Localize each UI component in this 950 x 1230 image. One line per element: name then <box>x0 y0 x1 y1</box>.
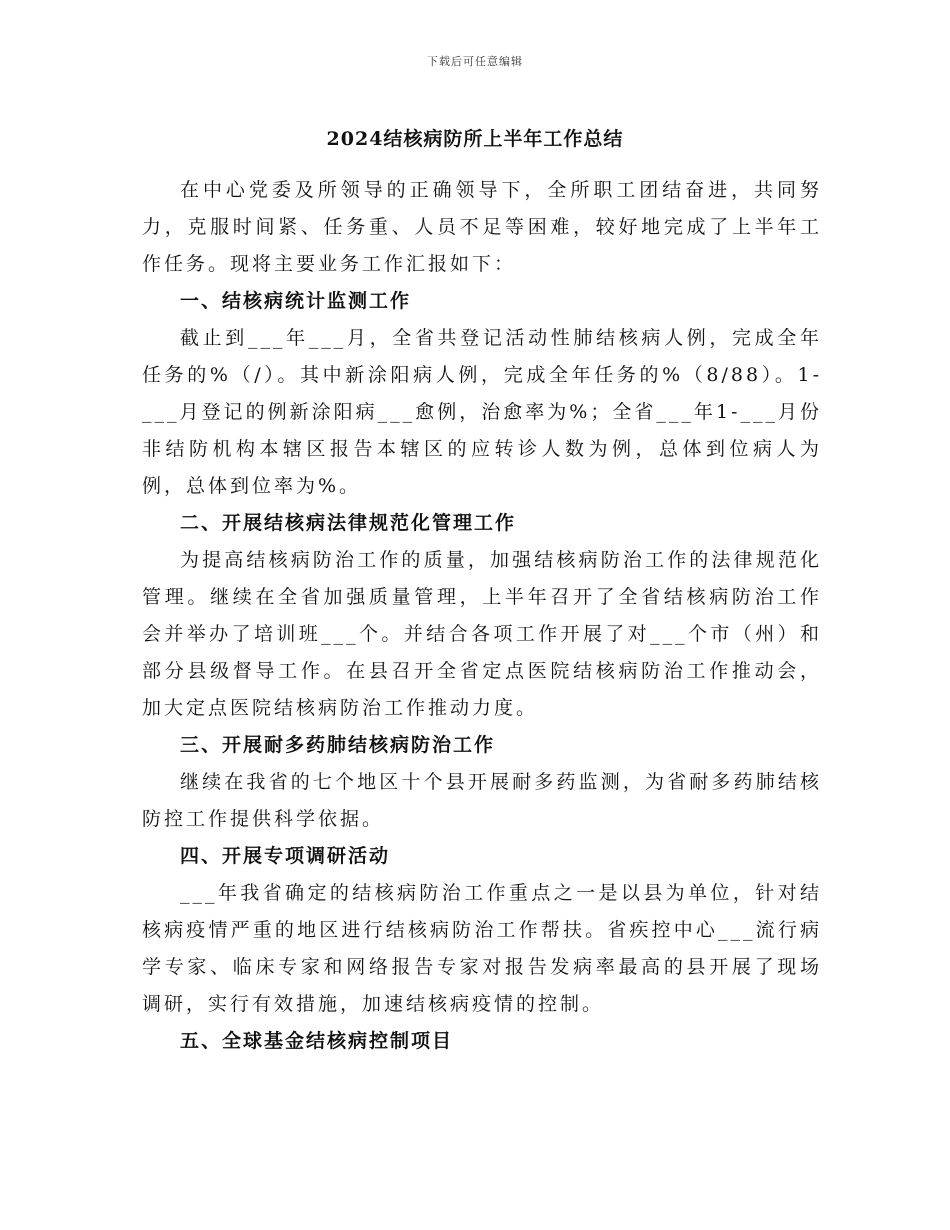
section-heading-5: 五、全球基金结核病控制项目 <box>180 1030 454 1052</box>
section-heading-3: 三、开展耐多药肺结核病防治工作 <box>180 734 496 756</box>
section-heading-1: 一、结核病统计监测工作 <box>180 290 412 312</box>
section-body-4: ___年我省确定的结核病防治工作重点之一是以县为单位，针对结核病疫情严重的地区进行结核病防治工作帮扶。省疾控中心___流行病学专家、临床专家和网络报告专家对报告发病率最高的县开展了现场调研，实行有效措施，加速结核病疫情的控制。 <box>142 882 822 1015</box>
intro-paragraph: 在中心党委及所领导的正确领导下，全所职工团结奋进，共同努力，克服时间紧、任务重、人员不足等困难，较好地完成了上半年工作任务。现将主要业务工作汇报如下： <box>142 179 822 275</box>
section-body-3: 继续在我省的七个地区十个县开展耐多药监测，为省耐多药肺结核防控工作提供科学依据。 <box>142 771 822 830</box>
document-body <box>142 172 822 1060</box>
section-heading-4: 四、开展专项调研活动 <box>180 845 391 867</box>
section-body-2: 为提高结核病防治工作的质量，加强结核病防治工作的法律规范化管理。继续在全省加强质量管理，上半年召开了全省结核病防治工作会并举办了培训班___个。并结合各项工作开展了对___个市（州）和部分县级督导工作。在县召开全省定点医院结核病防治工作推动会，加大定点医院结核病防治工作推动力度。 <box>142 549 822 719</box>
section-heading-2: 二、开展结核病法律规范化管理工作 <box>180 512 517 534</box>
document-title: 2024结核病防所上半年工作总结 <box>326 128 624 150</box>
page-header-note: 下载后可任意编辑 <box>427 55 523 68</box>
section-body-1: 截止到___年___月，全省共登记活动性肺结核病人例，完成全年任务的%（/）。其中新涂阳病人例，完成全年任务的%（8/88）。1-___月登记的例新涂阳病___愈例，治愈率为%；全省___年1-___月份非结防机构本辖区报告本辖区的应转诊人数为例，总体到位病人为例，总体到位率为%。 <box>142 327 822 497</box>
